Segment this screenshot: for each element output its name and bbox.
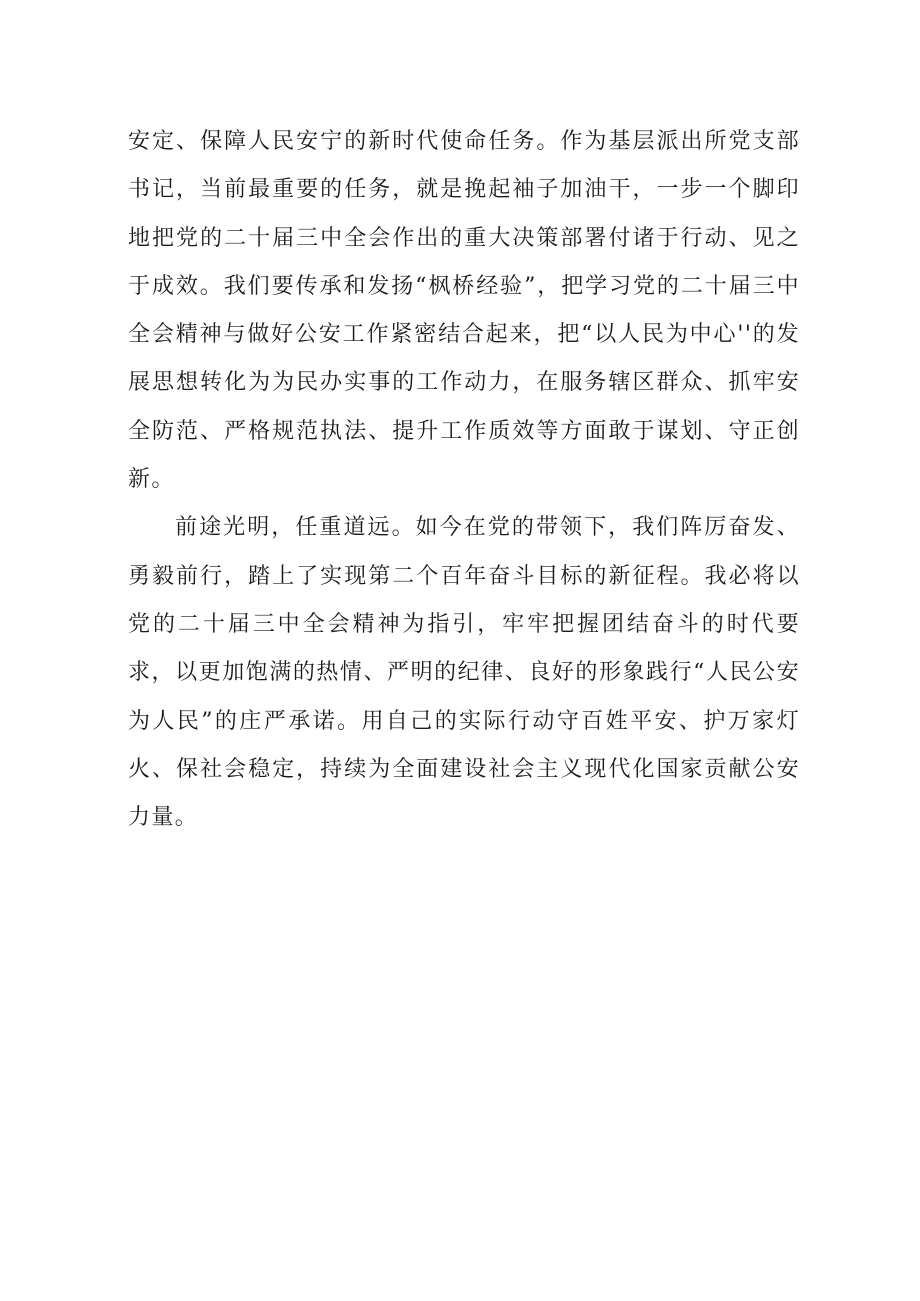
paragraph-1: 安定、保障人民安宁的新时代使命任务。作为基层派出所党支部书记，当前最重要的任务，就是挽起袖子加油干，一步一个脚印地把党的二十届三中全会作出的重大决策部署付诸于行动、见之于成效。我们要传承和发扬“枫桥经验”，把学习党的二十届三中全会精神与做好公安工作紧密结合起来，把“以人民为中心''的发展思想转化为为民办实事的工作动力，在服务辖区群众、抓牢安全防范、严格规范执法、提升工作质效等方面敢于谋划、守正创新。 [128, 129, 800, 493]
document-body [128, 118, 800, 842]
paragraph-2: 前途光明，任重道远。如今在党的带领下，我们阵厉奋发、勇毅前行，踏上了实现第二个百年奋斗目标的新征程。我必将以党的二十届三中全会精神为指引，牢牢把握团结奋斗的时代要求，以更加饱满的热情、严明的纪律、良好的形象践行“人民公安为人民”的庄严承诺。用自己的实际行动守百姓平安、护万家灯火、保社会稳定，持续为全面建设社会主义现代化国家贡献公安力量。 [128, 515, 800, 831]
